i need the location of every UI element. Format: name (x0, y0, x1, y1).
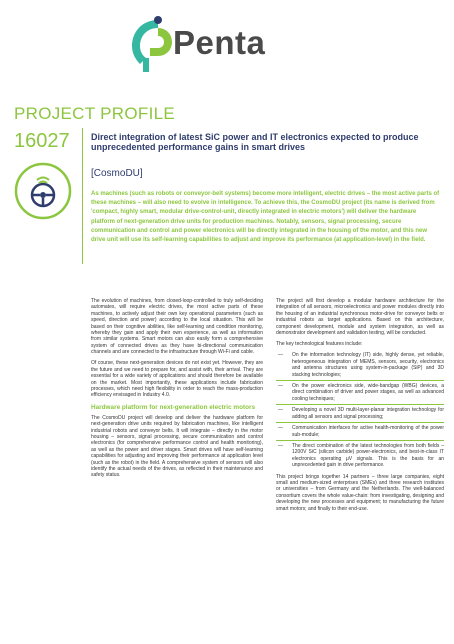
features-intro: The key technological features include: (276, 341, 363, 348)
list-item-text: — On the information technology (IT) side, highly dense, yet reliable, heterogeneous integration of MEMS, sensors, security, electronics and antenna structures using system-in-package (SiP) and 3D stacking technologies; (292, 352, 444, 378)
body-paragraph: The evolution of machines, from closed-loop-controlled to truly self-deciding automates, will require electric drives, the most active parts of these machines, to actively adjust their own key operational parameters (such as speed, direction and power) according to the local situation. This will be based on their cognitive abilities, like self-learning and condition monitoring, whereby they gain and apply their own experience, as well as information from similar systems. Smart motors can also easily form a comprehensive system of connected drives as they have bi-directional communication channels and are connected to the infrastructure through Wi-Fi and cable. (91, 298, 263, 356)
divider (82, 128, 83, 264)
intro-paragraph: As machines (such as robots or conveyor-belt systems) become more intelligent, electric drives – the most active parts of these machines – will also need to evolve in intelligence. To achieve this, the CosmoDU project (its name is derived from 'compact, highly smart, modular drive-control-unit, directly integrated in electric motors') will deliver the hardware platform of next-generation drive units for production machines. Notably, sensors, signal processing, secure communication and control and power electronics will be directly integrated in the housing of the motor, and this new drive unit will use its self-learning capabilities to adjust and improve its performance (at application-level) in the field. (91, 191, 440, 244)
right-column (276, 298, 444, 517)
list-item-text: — The direct combination of the latest technologies from both fields – 1200V SiC (silicon carbide) power-electronics, and best-in-class IT electronics operating μV signals. This is the basis for an unprecedented gain in drive performance. (292, 442, 444, 469)
profile-title: PROJECT PROFILE (14, 104, 175, 123)
divider (276, 422, 444, 423)
list-item (276, 383, 444, 405)
logo-mark (132, 16, 172, 72)
logo-text: Penta (173, 24, 266, 61)
steering-wheel-with-signal-icon (14, 162, 72, 220)
list-item-text: — On the power electronics side, wide-bandgap (WBG) devices, a direct combination of driver and power stages, as well as advanced cooling techniques; (292, 383, 444, 402)
list-item (276, 425, 444, 441)
project-acronym: [CosmoDU] (91, 168, 143, 179)
divider (276, 404, 444, 405)
divider (276, 380, 444, 381)
list-item-text: — Communication interfaces for active health-monitoring of the power sub-module; (292, 425, 444, 438)
features-list (276, 352, 444, 468)
left-column (91, 298, 263, 484)
list-item (276, 443, 444, 469)
divider (276, 440, 444, 441)
body-paragraph: This project brings together 14 partners – three large companies, eight small and medium-sized enterprises (SMEs) and three research institutes or universities – from Germany and the Netherlands. The well-balanced consortium covers the whole value-chain: from investigating, designing and developing the new processes and equipment; to manufacturing the future smart motors; and finally to their end-use. (276, 473, 444, 512)
project-title: Direct integration of latest SiC power and IT electronics expected to produce unprecedented performance gains in smart drives (91, 132, 419, 152)
list-item (276, 407, 444, 423)
list-item-text: — Developing a novel 3D multi-layer-planar integration technology for adding all sensors and signal processing; (292, 407, 444, 420)
body-paragraph: Of course, these next-generation devices do not exist yet. However, they are the future and we need to prepare for, and assist with, their arrival. They are essential for a wide variety of applications and should therefore be available on the market. Most importantly, these applications include fabrication processes, which need high flexibility in order to reach the mass-production efficiency envisaged in Industry 4.0. (91, 360, 263, 399)
project-number: 16027 (14, 130, 70, 152)
body-paragraph: The project will first develop a modular hardware architecture for the integration of all sensors, microelectronics and power modules directly into the housing of an industrial synchronous motor-drive for conveyor belts or industrial robots as target applications. Based on this architecture, component development, module and system integration, as well as demonstrator development and validation testing, will be conducted. (276, 298, 444, 337)
list-item (276, 352, 444, 381)
body-paragraph: The CosmoDU project will develop and deliver the hardware platform for next-generation drive units required by fabrication machines, like intelligent industrial robots and conveyor belts. It will integrate – directly in the motor housing – sensors, signal processing, secure communication and control electronics (for comprehensive performance control and health monitoring), as well as the power and driver stages. Smart drives will have self-learning capabilities for adjusting and improving their performance at application level (such as the robot) in the field. A comprehensive system of sensors will also identify the actual needs of the drives, as reflected in their maintenance and safety status. (91, 414, 263, 479)
section-heading: Hardware platform for next-generation electric motors (91, 403, 256, 411)
